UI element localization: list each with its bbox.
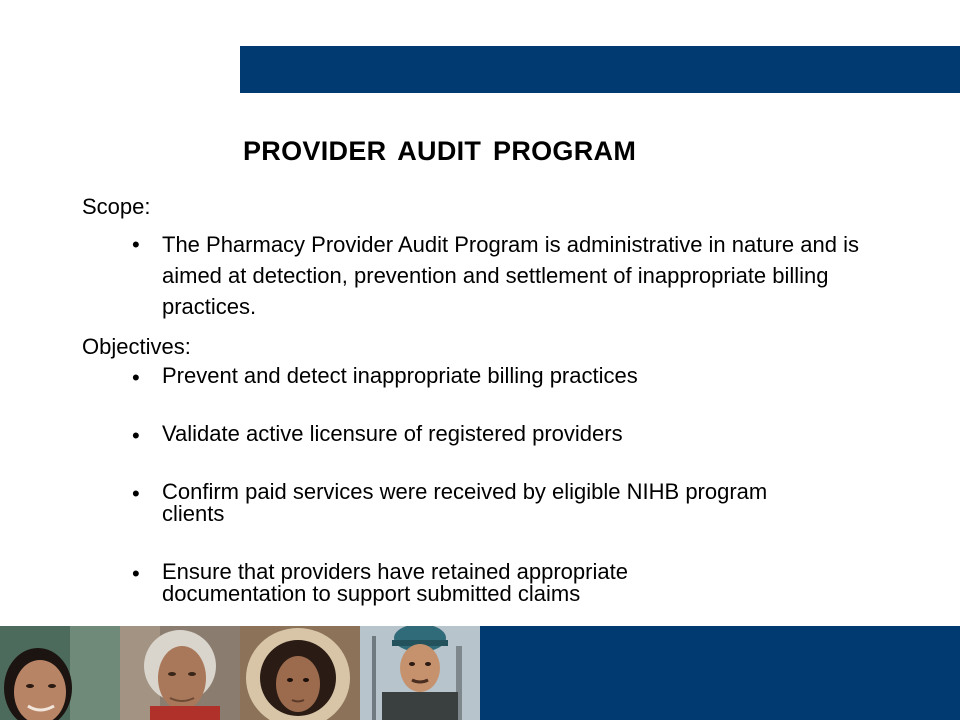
slide-title: PROVIDER AUDIT PROGRAM bbox=[243, 136, 637, 166]
objective-bullet-2: Validate active licensure of registered providers bbox=[162, 421, 623, 446]
child-in-fur-hood-photo bbox=[240, 626, 360, 720]
bullet-icon: • bbox=[132, 232, 140, 257]
bullet-icon: • bbox=[132, 365, 140, 390]
bullet-icon: • bbox=[132, 481, 140, 506]
bullet-icon: • bbox=[132, 561, 140, 586]
footer-accent-bar bbox=[480, 626, 960, 720]
objectives-label: Objectives: bbox=[82, 334, 191, 359]
objective-bullet-3: Confirm paid services were received by eligible NIHB program clients bbox=[162, 479, 768, 526]
worker-in-hard-hat-photo bbox=[360, 626, 480, 720]
scope-bullet-text: The Pharmacy Provider Audit Program is administrative in nature and is aimed at detection, prevention and settlement of inappropriate billing practices. bbox=[162, 232, 859, 319]
bullet-icon: • bbox=[132, 423, 140, 448]
header-accent-bar bbox=[240, 46, 960, 93]
objective-bullet-4: Ensure that providers have retained appropriate documentation to support submitted claims bbox=[162, 559, 628, 606]
scope-label: Scope: bbox=[82, 194, 151, 219]
objective-bullet-1: Prevent and detect inappropriate billing practices bbox=[162, 363, 638, 388]
smiling-woman-photo bbox=[0, 626, 120, 720]
elder-woman-photo bbox=[120, 626, 240, 720]
